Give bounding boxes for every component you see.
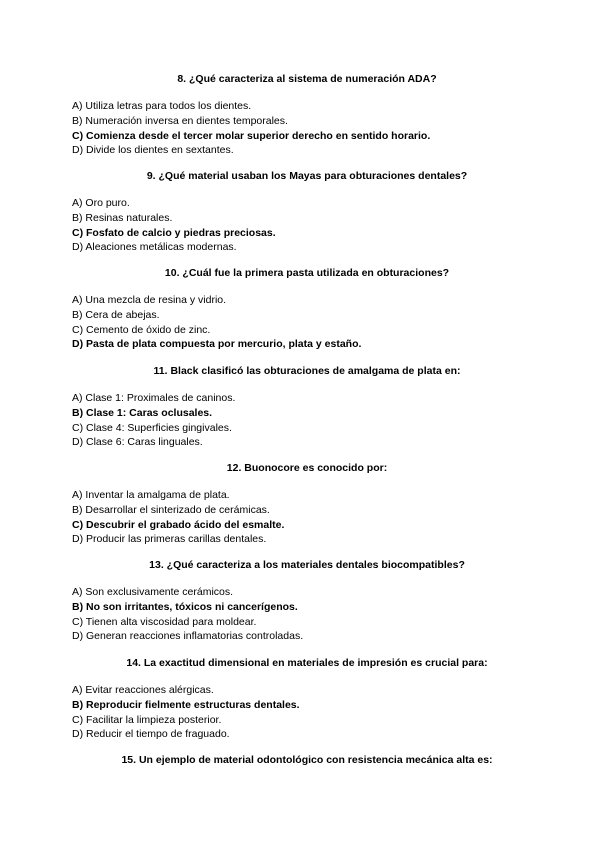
option-d: D) Generan reacciones inflamatorias controladas. [72, 630, 304, 643]
option-c-correct: C) Fosfato de calcio y piedras preciosas. [72, 226, 276, 239]
options-list [72, 196, 542, 255]
option-c-correct: C) Descubrir el grabado ácido del esmalte. [72, 518, 285, 531]
question-title: 11. Black clasificó las obturaciones de amalgama de plata en: [153, 365, 461, 377]
option-a: A) Una mezcla de resina y vidrio. [72, 294, 227, 306]
question-title: 15. Un ejemplo de material odontológico con resistencia mecánica alta es: [121, 754, 493, 766]
options-list [72, 293, 542, 352]
option-b-correct: B) Reproducir fielmente estructuras dentales. [72, 698, 300, 711]
option-a: A) Oro puro. [72, 197, 130, 209]
option-a: A) Clase 1: Proximales de caninos. [72, 392, 236, 404]
options-list [72, 683, 542, 742]
question-title: 10. ¿Cuál fue la primera pasta utilizada en obturaciones? [164, 267, 450, 279]
option-c-correct: C) Comienza desde el tercer molar superior derecho en sentido horario. [72, 129, 431, 142]
option-c: C) Clase 4: Superficies gingivales. [72, 421, 232, 434]
option-d: D) Divide los dientes en sextantes. [72, 144, 234, 157]
option-c: C) Cemento de óxido de zinc. [72, 323, 211, 336]
option-d: D) Reducir el tiempo de fraguado. [72, 728, 230, 741]
question-15 [72, 753, 542, 767]
options-list [72, 391, 542, 450]
option-d: D) Aleaciones metálicas modernas. [72, 241, 237, 254]
question-12 [72, 461, 542, 547]
option-a: A) Evitar reacciones alérgicas. [72, 684, 214, 696]
question-10 [72, 266, 542, 352]
option-b-correct: B) Clase 1: Caras oclusales. [72, 406, 213, 419]
option-b-correct: B) No son irritantes, tóxicos ni cancerígenos. [72, 600, 298, 613]
option-d: D) Producir las primeras carillas dentales. [72, 533, 267, 546]
question-8 [72, 72, 542, 158]
question-title: 14. La exactitud dimensional en materiales de impresión es crucial para: [126, 657, 488, 669]
options-list [72, 585, 542, 644]
options-list [72, 99, 542, 158]
question-title: 8. ¿Qué caracteriza al sistema de numeración ADA? [177, 73, 437, 85]
option-b: B) Desarrollar el sinterizado de cerámicas. [72, 503, 270, 516]
option-c: C) Tienen alta viscosidad para moldear. [72, 615, 257, 628]
option-b: B) Cera de abejas. [72, 308, 160, 321]
question-title: 12. Buonocore es conocido por: [226, 462, 388, 474]
option-d: D) Clase 6: Caras linguales. [72, 436, 203, 449]
question-title: 13. ¿Qué caracteriza a los materiales dentales biocompatibles? [149, 559, 465, 571]
option-a: A) Inventar la amalgama de plata. [72, 489, 230, 501]
option-b: B) Resinas naturales. [72, 211, 173, 224]
options-list [72, 488, 542, 547]
option-a: A) Son exclusivamente cerámicos. [72, 586, 234, 598]
question-13 [72, 558, 542, 644]
question-9 [72, 169, 542, 255]
option-c: C) Facilitar la limpieza posterior. [72, 713, 222, 726]
option-b: B) Numeración inversa en dientes temporales. [72, 114, 288, 127]
option-a: A) Utiliza letras para todos los dientes. [72, 100, 252, 112]
question-title: 9. ¿Qué material usaban los Mayas para obturaciones dentales? [146, 170, 468, 182]
question-14 [72, 656, 542, 742]
question-11 [72, 364, 542, 450]
option-d-correct: D) Pasta de plata compuesta por mercurio, plata y estaño. [72, 338, 362, 351]
